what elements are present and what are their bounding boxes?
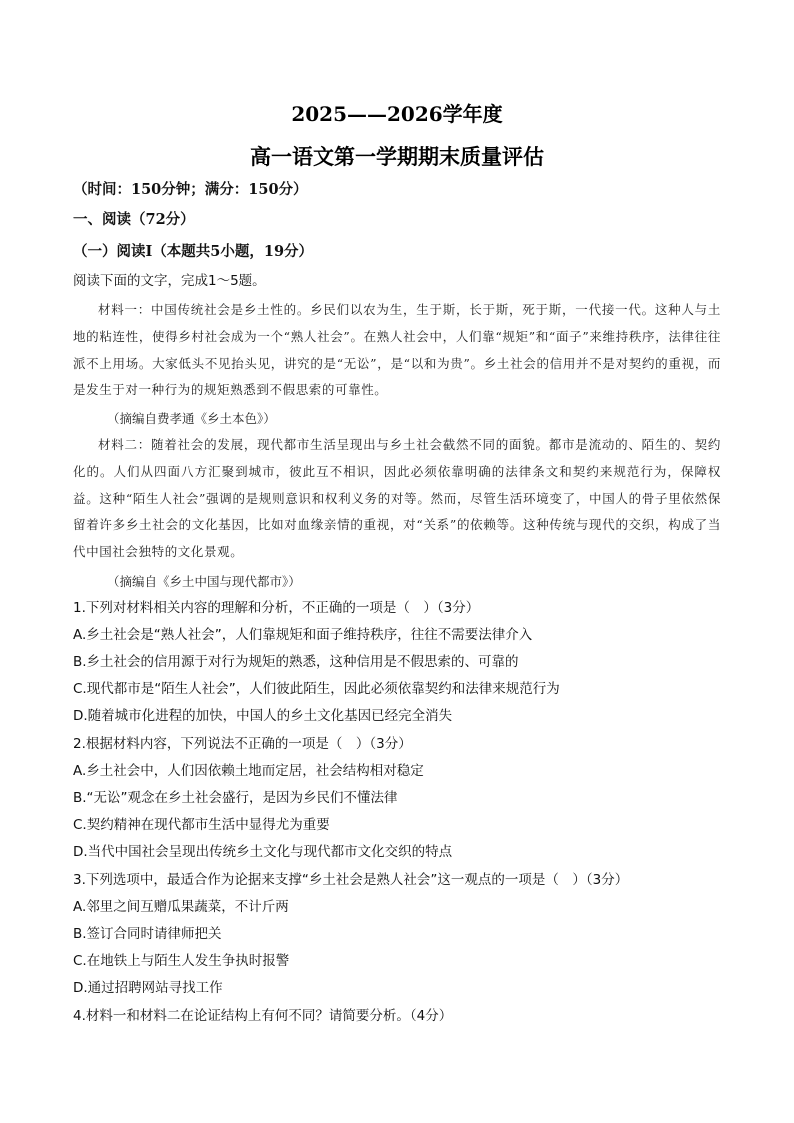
subsection-heading: （一）阅读Ⅰ（本题共5小题，19分） [73, 243, 314, 260]
section-heading: 一、阅读（72分） [73, 211, 195, 228]
exam-info: （时间：150分钟；满分：150分） [73, 181, 308, 198]
question-option: B.乡土社会的信用源于对行为规矩的熟悉，这种信用是不假思索的、可靠的 [73, 654, 519, 670]
question-option: D.当代中国社会呈现出传统乡土文化与现代都市文化交织的特点 [73, 844, 453, 860]
question-stem: 1.下列对材料相关内容的理解和分析，不正确的一项是（ ）（3分） [73, 600, 480, 616]
question-option: A.乡土社会中，人们因依赖土地而定居，社会结构相对稳定 [73, 763, 424, 779]
reading-instruction: 阅读下面的文字，完成1～5题。 [73, 273, 266, 289]
question-stem: 3.下列选项中，最适合作为论据来支撑“乡土社会是熟人社会”这一观点的一项是（ ）（3分） [73, 872, 629, 888]
question-option: B.“无讼”观念在乡土社会盛行，是因为乡民们不懂法律 [73, 790, 398, 806]
question-option: A.乡土社会是“熟人社会”，人们靠规矩和面子维持秩序，往往不需要法律介入 [73, 627, 533, 643]
question-option: C.契约精神在现代都市生活中显得尤为重要 [73, 817, 330, 833]
question-option: B.签订合同时请律师把关 [73, 926, 222, 942]
question-option: D.随着城市化进程的加快，中国人的乡土文化基因已经完全消失 [73, 708, 453, 724]
question-option: A.邻里之间互赠瓜果蔬菜，不计斤两 [73, 899, 289, 915]
exam-year-title: 2025——2026学年度 [291, 102, 503, 126]
exam-subject-title: 高一语文第一学期期末质量评估 [250, 144, 544, 169]
question-option: C.现代都市是“陌生人社会”，人们彼此陌生，因此必须依靠契约和法律来规范行为 [73, 681, 560, 697]
material-two-text: 材料二：随着社会的发展，现代都市生活呈现出与乡土社会截然不同的面貌。都市是流动的、陌生的、契约化的。人们从四面八方汇聚到城市，彼此互不相识，因此必须依靠明确的法律条文和契约来规范行为，保障权益。这种“陌生人社会”强调的是规则意识和权利义务的对等。然而，尽管生活环境变了，中国人的骨子里依然保留着许多乡土社会的文化基因，比如对血缘亲情的重视，对“关系”的依赖等。这种传统与现代的交织，构成了当代中国社会独特的文化景观。 [73, 437, 721, 560]
material-one-source: （摘编自费孝通《乡土本色》） [107, 411, 276, 426]
question-option: D.通过招聘网站寻找工作 [73, 980, 223, 996]
material-one-text: 材料一：中国传统社会是乡土性的。乡民们以农为生，生于斯，长于斯，死于斯，一代接一代。这种人与土地的粘连性，使得乡村社会成为一个“熟人社会”。在熟人社会中，人们靠“规矩”和“面子”来维持秩序，法律往往派不上用场。大家低头不见抬头见，讲究的是“无讼”，是“以和为贵”。乡土社会的信用并不是对契约的重视，而是发生于对一种行为的规矩熟悉到不假思索的可靠性。 [73, 302, 721, 398]
question-stem: 2.根据材料内容，下列说法不正确的一项是（ ）（3分） [73, 736, 412, 752]
question-stem: 4.材料一和材料二在论证结构上有何不同？请简要分析。（4分） [73, 1008, 453, 1024]
material-two-source: （摘编自《乡土中国与现代都市》） [107, 574, 301, 589]
question-option: C.在地铁上与陌生人发生争执时报警 [73, 953, 290, 969]
